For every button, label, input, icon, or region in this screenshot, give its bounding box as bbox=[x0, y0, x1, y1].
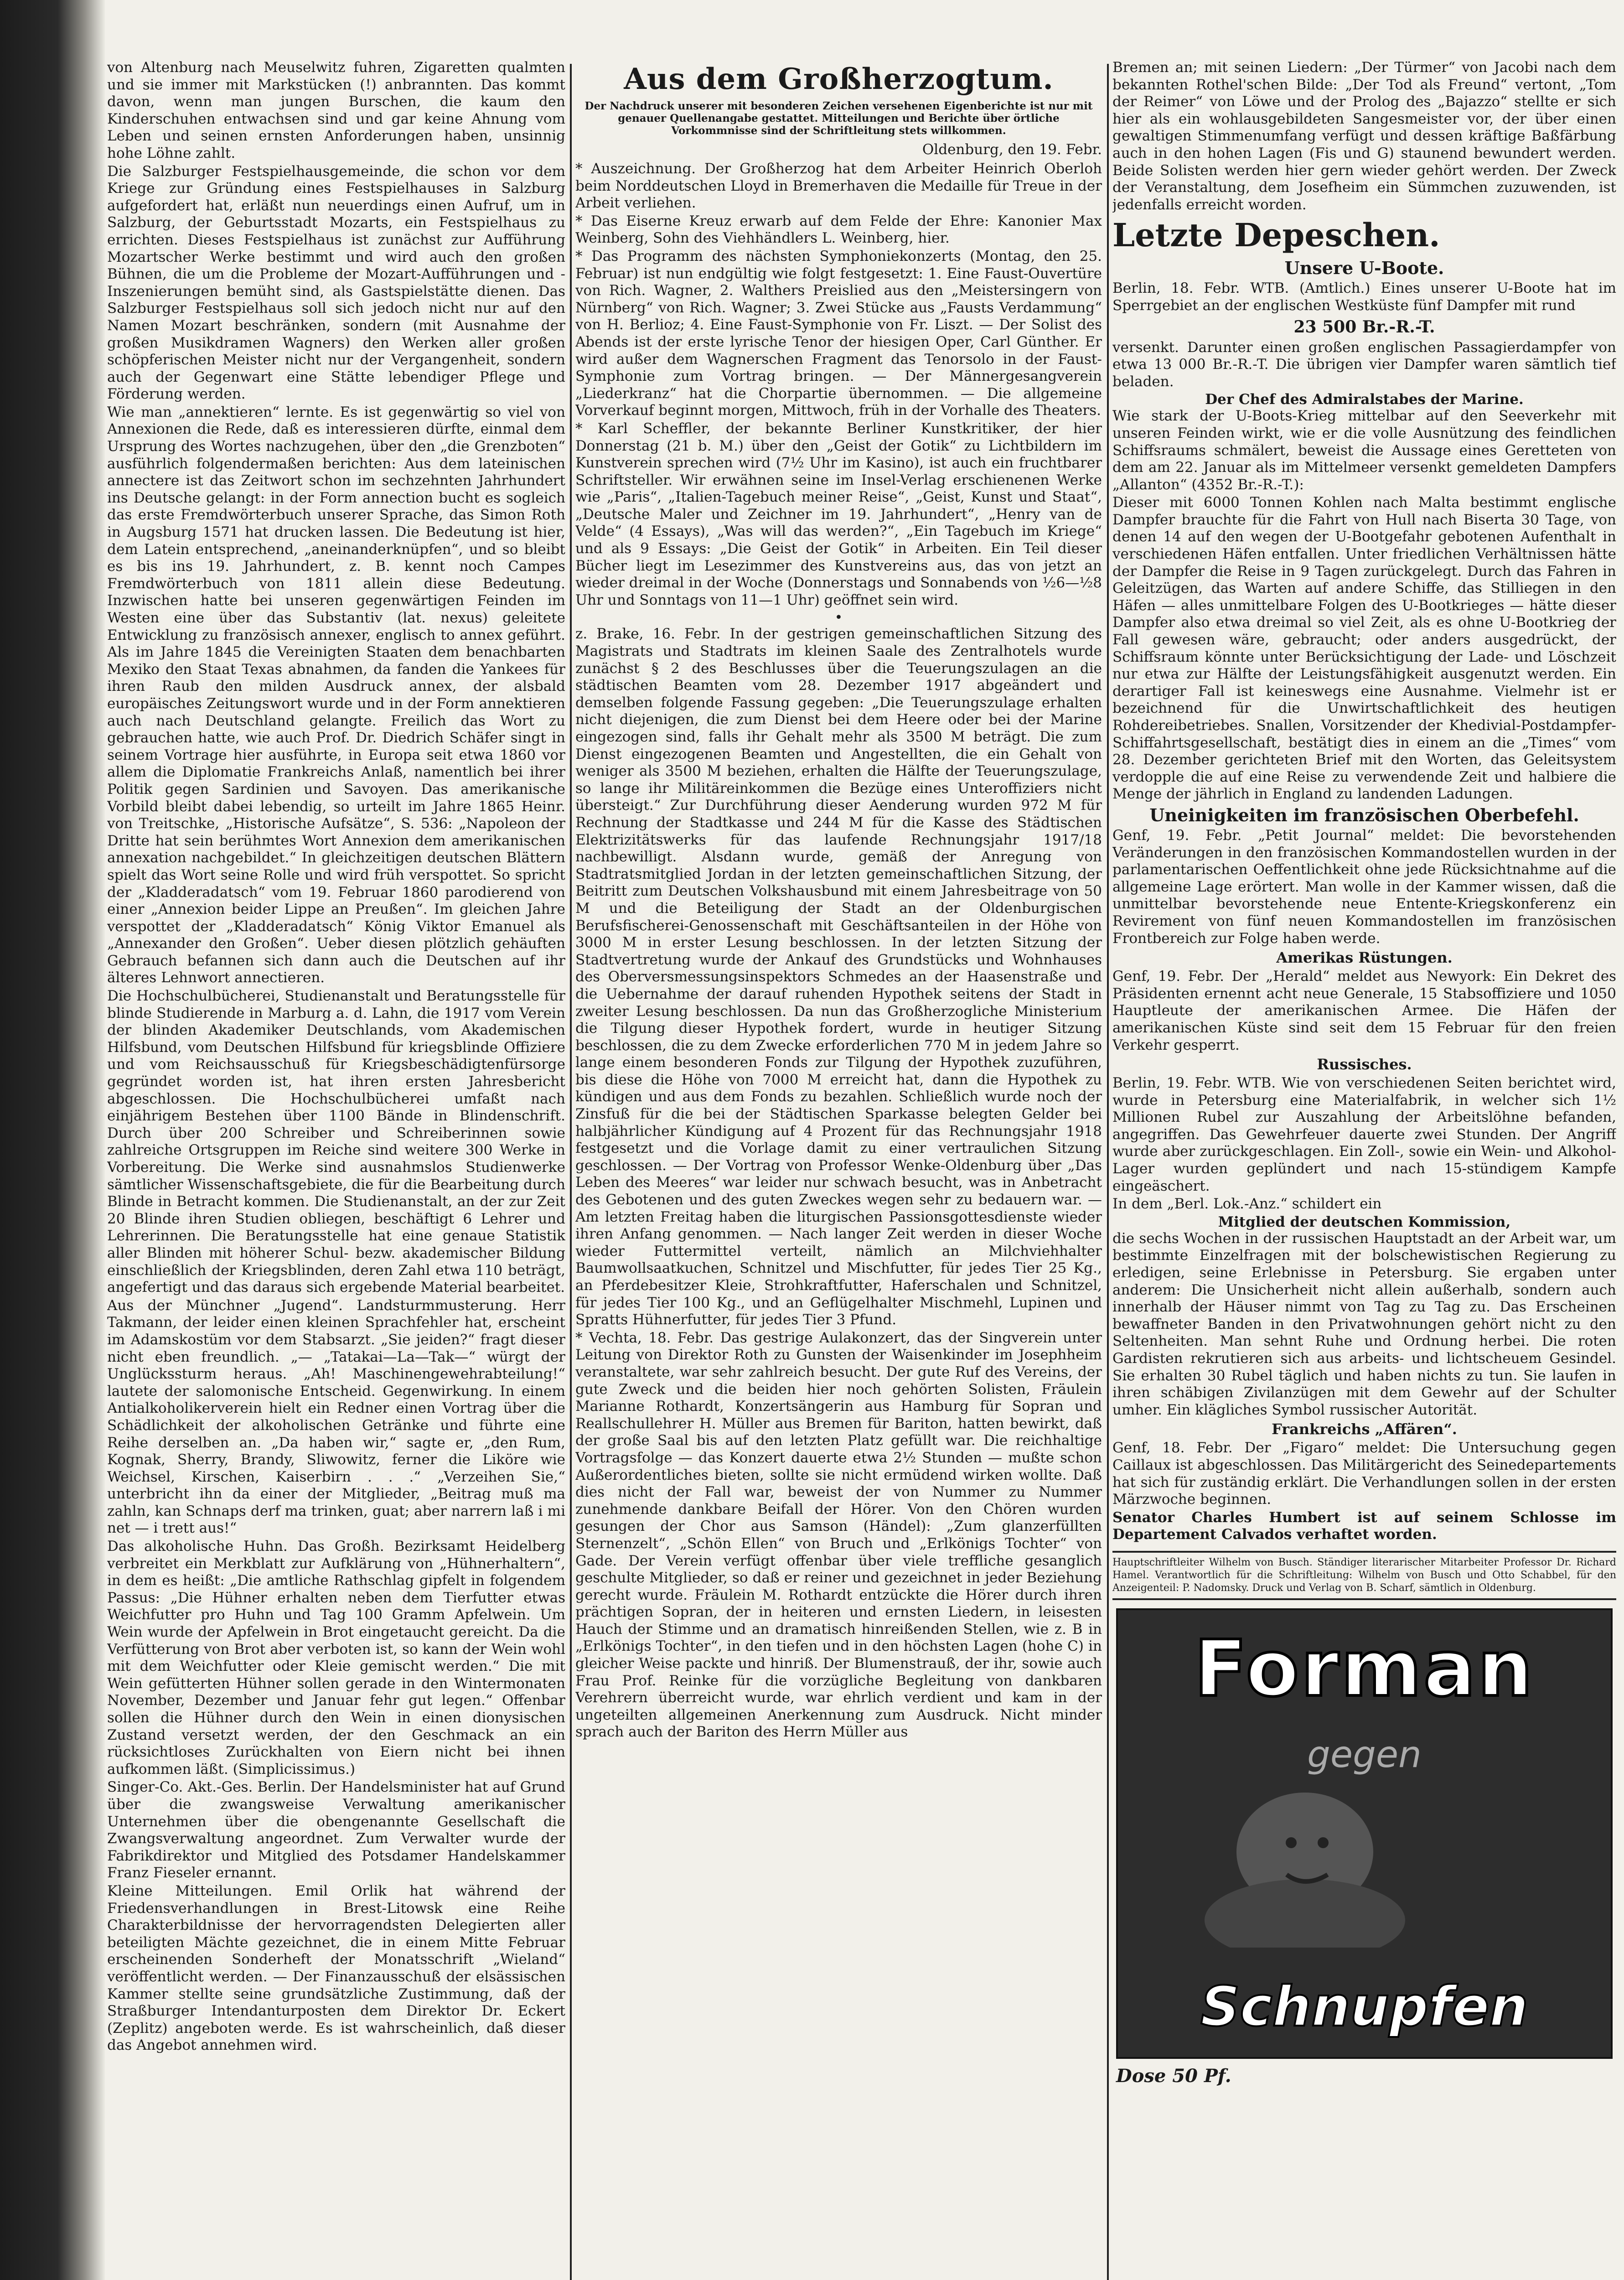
article-paragraph: * Karl Scheffler, der bekannte Berliner Kunstkritiker, der hier Donnerstag (21 b. M.) über den „Geist der Gotik“ zu Lichtbildern im Kunstverein sprechen wird (7½ Uhr im Kasino), ist auch ein fruchtbarer Schriftsteller. Wir erwähnen seine im Insel-Verlag erschienenen Werke wie „Paris“, „Italien-Tagebuch meiner Reise“, „Geist, Kunst und Staat“, „Deutsche Maler und Zeichner im 19. Jahrhundert“, „Henry van de Velde“ (4 Essays), „Was will das werden?“, „Ein Tagebuch im Kriege“ und als 9 Essays: „Die Geist der Gotik“ in Arbeiten. Ein Teil dieser Bücher liegt im Lesezimmer des Kunstvereins aus, das von jetzt an wieder dreimal in der Woche (Donnerstags und Sonnabends von ½6—½8 Uhr und Sonntags von 11—1 Uhr) geöffnet sein wird. bbox=[575, 420, 1102, 608]
article-paragraph: Kleine Mitteilungen. Emil Orlik hat während der Friedensverhandlungen in Brest-Litowsk eine Reihe Charakterbildnisse der hervorragendsten Delegierten aller beteiligten Mächte gezeichnet, die in einem Mitte Februar erscheinenden Sonderheft der Monatsschrift „Wieland“ veröffentlicht werden. — Der Finanzausschuß der elsässischen Kammer stellte seine grundsätzliche Zustimmung, daß der Straßburger Intendanturposten dem Direktor Dr. Eckert (Zeplitz) angeboten werde. Es ist wahrscheinlich, daß dieser das Angebot annehmen wird. bbox=[107, 1882, 565, 2054]
separator-star: • bbox=[834, 610, 843, 626]
article-paragraph: z. Brake, 16. Febr. In der gestrigen gemeinschaftlichen Sitzung des Magistrats und Stadtrats im kleinen Saale des Zentralhotels wurde zunächst § 2 des Beschlusses über die Teuerungszulagen an die städtischen Beamten vom 28. Dezember 1917 abgeändert und demselben folgende Fassung gegeben: „Die Teuerungszulage erhalten nicht diejenigen, die zum Dienst bei dem Heere oder bei der Marine eingezogen sind, falls ihr Gehalt mehr als 3500 M beträgt. Die zum Dienst eingezogenen Beamten und Angestellten, die ein Gehalt von weniger als 3500 M beziehen, erhalten die Hälfte der Teuerungszulage, so lange ihr Militäreinkommen die Bezüge eines Unteroffiziers nicht übersteigt.“ Zur Durchführung dieser Aenderung wurden 972 M für Rechnung der Stadtkasse und 244 M für die Kasse des Städtischen Elektrizitätswerks für das laufende Rechnungsjahr 1917/18 nachbewilligt. Alsdann wurde, gemäß der Anregung von Stadtratsmitglied Jordan in der letzten gemeinschaftlichen Sitzung, der Beitritt zum Deutschen Volkshausbund mit einem Jahresbeitrage von 50 M und die Beteiligung der Stadt an der Oldenburgischen Berufsfischerei-Genossenschaft mit Geschäftsanteilen in der Höhe von 3000 M in erster Lesung beschlossen. In der letzten Sitzung der Stadtvertretung wurde der Ankauf des Grundstücks und Wohnhauses des Oberversmessungsinspektors Schmedes an der Haasenstraße und die Uebernahme der darauf ruhenden Hypothek seitens der Stadt in zweiter Lesung beschlossen. Da nun das Großherzogliche Ministerium die Tilgung dieser Hypothek fordert, wurde in heutiger Sitzung beschlossen, die zu dem Zwecke erforderlichen 770 M in jedem Jahre so lange einem besonderen Fonds zur Tilgung der Hypothek zuzuführen, bis diese die Höhe von 7000 M erreicht hat, dann die Hypothek zu kündigen und aus dem Fonds zu bezahlen. Schließlich wurde noch der Zinsfuß für die bei der Städtischen Sparkasse belegten Gelder bei halbjährlicher Kündigung auf 4 Prozent für das Rechnungsjahr 1918 festgesetzt und die Vorlage damit zu einer vertraulichen Sitzung geschlossen. — Der Vortrag von Professor Wenke-Oldenburg über „Das Leben des Meeres“ war leider nur schwach besucht, was in Anbetracht des Gebotenen und des guten Zweckes wegen sehr zu bedauern war. — Am letzten Freitag haben die liturgischen Passionsgottesdienste wieder ihren Anfang genommen. — Nach langer Zeit werden in dieser Woche wieder Futtermittel verteilt, nämlich an Milchviehhalter Baumwollsaatkuchen, Schnitzel und Mischfutter, für jedes Tier 25 Kg., an Pferdebesitzer Kleie, Strohkraftfutter, Haferschalen und Schnitzel, für jedes Tier 100 Kg., und an Geflügelhalter Mischmehl, Lupinen und Spratts Hühnerfutter, für jedes Tier 3 Pfund. bbox=[575, 626, 1102, 1328]
column-right bbox=[1112, 59, 1616, 2280]
ad-gegen: gegen bbox=[1307, 1733, 1422, 1776]
section-subheading: Mitglied der deutschen Kommission, bbox=[1218, 1213, 1511, 1230]
imprint: Hauptschriftleiter Wilhelm von Busch. Ständiger literarischer Mitarbeiter Professor Dr. Richard Hamel. Verantwortlich für die Schriftleitung: Wilhelm von Busch und Otto Schabbel, für den Anzeigenteil: P. Nadomsky. Druck und Verlag von B. Scharf, sämtlich in Oldenburg. bbox=[1112, 1551, 1616, 1600]
article-paragraph: * Das Programm des nächsten Symphoniekonzerts (Montag, den 25. Februar) ist nun endgültig wie folgt festgesetzt: 1. Eine Faust-Ouvertüre von Rich. Wagner, 2. Walthers Preislied aus den „Meistersingern von Nürnberg“ von Rich. Wagner; 3. Zwei Stücke aus „Fausts Verdammung“ von H. Berlioz; 4. Eine Faust-Symphonie von Fr. Liszt. — Der Solist des Abends ist der erste lyrische Tenor der hiesigen Oper, Carl Günther. Er wird außer dem Wagnerschen Fragment das Tenorsolo in der Faust-Symphonie zum Vortrag bringen. — Der Männergesangverein „Liederkranz“ hat die Chorpartie übernommen. — Die allgemeine Vorverkauf beginnt morgen, Mittwoch, früh in der Vorhalle des Theaters. bbox=[575, 248, 1102, 419]
binding-gutter bbox=[0, 0, 105, 2280]
article-paragraph: Genf, 19. Febr. „Petit Journal“ meldet: Die bevorstehenden Veränderungen in den französischen Kommandostellen wurden in der parlamentarischen Oeffentlichkeit ohne jede Rücksichtnahme auf die allgemeine Lage erörtert. Man wolle in der Kammer wissen, daß die unmittelbar bevorstehende neue Entente-Kriegskonferenz ein Revirement von fünf neuen Kommandostellen im französischen Frontbereich zur Folge haben werde. bbox=[1112, 827, 1616, 947]
column-rule bbox=[570, 64, 572, 2280]
column-rule bbox=[1107, 64, 1109, 2280]
article-paragraph: Berlin, 19. Febr. WTB. Wie von verschiedenen Seiten berichtet wird, wurde in Petersburg eine Materialfabrik, in welcher sich 1½ Millionen Rubel zur Auszahlung der Arbeitslöhne befanden, angegriffen. Das Gewehrfeuer dauerte zwei Stunden. Der Angriff wurde aber zurückgeschlagen. Ein Zoll-, sowie ein Wein- und Alkohol-Lager wurden geplündert und nach 15-stündigem Kampfe eingeäschert. bbox=[1112, 1075, 1616, 1194]
reprint-note: Der Nachdruck unserer mit besonderen Zeichen versehenen Eigenberichte ist nur mit genauer Quellenangabe gestattet. Mitteilungen und Berichte über örtliche Vorkommnisse sind der Schriftleitung stets willkommen. bbox=[584, 100, 1093, 137]
article-paragraph: * Das Eiserne Kreuz erwarb auf dem Felde der Ehre: Kanonier Max Weinberg, Sohn des Viehhändlers L. Weinberg, hier. bbox=[575, 212, 1102, 247]
article-paragraph: Aus der Münchner „Jugend“. Landsturmmusterung. Herr Takmann, der leider einen kleinen Sprachfehler hat, erscheint im Adamskostüm vor dem Stabsarzt. „Sie jeiden?“ fragt dieser nicht eben freundlich. „— „Tatakai—La—Tak—“ würgt der Unglückssturm heraus. „Ah! Maschinengewehrabteilung!“ lautete der salomonische Entscheid. Gegenwirkung. In einem Antialkoholikerverein hielt ein Redner einen Vortrag über die Schädlichkeit der alkoholischen Getränke und führte eine Reihe derselben an. „Da haben wir,“ sagte er, „den Rum, Kognak, Sherry, Brandy, Sliwowitz, ferner die Liköre wie Weichsel, Kirschen, Kaiserbirn . . .“ „Verzeihen Sie,“ unterbricht ihn da einer der Mitglieder, „Beitrag muß ma zahln, kan Schnaps derf ma trinken, guat; aber narrern laß i mi net — i trett aus!“ bbox=[107, 1297, 565, 1537]
section-title: Aus dem Großherzogtum. bbox=[624, 62, 1054, 96]
article-paragraph: Wie man „annektieren“ lernte. Es ist gegenwärtig so viel von Annexionen die Rede, daß es interessieren dürfte, einmal dem Ursprung des Wortes nachzugehen, über den „die Grenzboten“ ausführlich folgendermaßen berichten: Aus dem lateinischen annectere ist das Zeitwort schon im sechzehnten Jahrhundert ins Deutsche gelangt: in der Form annection bucht es sogleich das erste Fremdwörterbuch unserer Sprache, das Simon Roth in Augsburg 1571 hat drucken lassen. Die Bedeutung ist hier, dem Latein entsprechend, „aneinanderknüpfen“, und so bleibt es bis ins 19. Jahrhundert, z. B. kennt noch Campes Fremdwörterbuch von 1811 allein diese Bedeutung. Inzwischen hatte bei unseren gegenwärtigen Feinden im Westen eine über das Substantiv (lat. nexus) geleitete Entwicklung zu französisch annexer, englisch to annex geführt. Als im Jahre 1845 die Vereinigten Staaten dem benachbarten Mexiko den Staat Texas abnahmen, da fanden die Yankees für ihren Raub den milden Ausdruck annex, der alsbald europäisches Zeitungswort wurde und in der Form annektieren auch nach Deutschland gelangte. Freilich das Wort zu gebrauchen hatte, wie auch Prof. Dr. Diedrich Schäfer singt in seinem Vortrage hier ausführte, in Europa seit etwa 1860 vor allem die Diplomatie Frankreichs Anlaß, namentlich bei ihrer Politik gegen Sardinien und Savoyen. Das amerikanische Vorbild bleibt dabei lebendig, so urteilt im Jahre 1865 Heinr. von Treitschke, „Historische Aufsätze“, S. 536: „Napoleon der Dritte hat sein berühmtes Wort Annexion dem amerikanischen annexation nachgebildet.“ In gleichzeitigen deutschen Blättern spielt das Wort seine Rolle und wird früh verspottet. So spricht der „Kladderadatsch“ vom 19. Februar 1860 parodierend von einer „Annexion beider Lippe an Preußen“. Im gleichen Jahre verspottet der „Kladderadatsch“ König Viktor Emanuel als „Annexander den Großen“. Ueber diesen plötzlich gehäuften Gebrauch befannen sich dann auch die Deutschen auf ihr älteres Lehnwort annectieren. bbox=[107, 404, 565, 986]
article-paragraph: Singer-Co. Akt.-Ges. Berlin. Der Handelsminister hat auf Grund über die zwangsweise Verwaltung amerikanischer Unternehmen über die obengenannte Gesellschaft die Zwangsverwaltung angeordnet. Zum Verwalter wurde der Fabrikdirektor und Mitglied des Potsdamer Handelskammer Franz Fieseler ernannt. bbox=[107, 1779, 565, 1881]
article-paragraph: Senator Charles Humbert ist auf seinem Schlosse im Departement Calvados verhaftet worden. bbox=[1112, 1509, 1616, 1543]
section-heading: Uneinigkeiten im französischen Oberbefehl. bbox=[1149, 804, 1579, 825]
ad-subtitle: Schnupfen bbox=[1200, 1975, 1528, 2039]
column-left bbox=[107, 59, 565, 2280]
article-paragraph: Wie stark der U-Boots-Krieg mittelbar auf den Seeverkehr mit unseren Feinden wirkt, wie er die volle Ausnützung des feindlichen Schiffsraums schmälert, beweist die Aussage eines Geretteten von dem am 22. Januar als im Mittelmeer versenkt gemeldeten Dampfers „Allanton“ (4352 Br.-R.-T.): bbox=[1112, 408, 1616, 493]
article-paragraph: Die Hochschulbücherei, Studienanstalt und Beratungsstelle für blinde Studierende in Marburg a. d. Lahn, die 1917 vom Verein der blinden Akademiker Deutschlands, vom Akademischen Hilfsbund, vom Deutschen Hilfsbund für kriegsblinde Offiziere und vom Reichsausschuß für Kriegsbeschädigtenfürsorge gegründet worden ist, hat ihren ersten Jahresbericht abgeschlossen. Die Hochschulbücherei umfaßt nach einjährigem Bestehen über 1100 Bände in Blindenschrift. Durch über 200 Schreiber und Schreiberinnen sowie zahlreiche Ortsgruppen im Reiche sind weitere 300 Werke in Vorbereitung. Die Werke sind ausnahmslos Studienwerke sämtlicher Wissenschaftsgebiete, die für die Bearbeitung durch Blinde in Betracht kommen. Die Studienanstalt, an der zur Zeit 20 Blinde ihren Studien obliegen, beschäftigt 6 Lehrer und Lehrerinnen. Die Beratungsstelle hat eine genaue Statistik aller Blinden mit höherer Schul- bezw. akademischer Bildung einschließlich der Kriegsblinden, deren Zahl etwa 110 beträgt, angefertigt und das daraus sich ergebende Material bearbeitet. bbox=[107, 988, 565, 1296]
article-paragraph: In dem „Berl. Lok.-Anz.“ schildert ein bbox=[1112, 1196, 1382, 1213]
article-paragraph: Bremen an; mit seinen Liedern: „Der Türmer“ von Jacobi nach dem bekannten Rothel'schen Bilde: „Der Tod als Freund“ vertont, „Tom der Reimer“ von Löwe und der Prolog des „Bajazzo“ stellte er sich hier als ein wohlausgebildeten Sangesmeister vor, der über einen gewaltigen Stimmenumfang verfügt und dessen kräftige Baßfärbung auch in den hohen Lagen (Fis und G) staunend bewundert werden. Beide Solisten werden hier gern wieder gehört werden. Der Zweck der Veranstaltung, dem Josefheim ein Sümmchen zuzuwenden, ist jedenfalls erreicht worden. bbox=[1112, 59, 1616, 213]
dispatch-title: Letzte Depeschen. bbox=[1112, 216, 1440, 254]
section-heading: Russisches. bbox=[1317, 1056, 1412, 1073]
article-paragraph: Genf, 19. Febr. Der „Herald“ meldet aus Newyork: Ein Dekret des Präsidenten ernennt acht neue Generale, 15 Stabsoffiziere und 1050 Hauptleute der amerikanischen Armee. Die Häfen der amerikanischen Küste sind seit dem 15 Februar für den freien Verkehr gesperrt. bbox=[1112, 968, 1616, 1053]
article-paragraph: die sechs Wochen in der russischen Hauptstadt an der Arbeit war, um bestimmte Einzelfragen mit der bolschewistischen Regierung zu erledigen, seine Erlebnisse in Petersburg. Sie ergaben unter anderem: Die Unsicherheit nicht allein außerhalb, sondern auch innerhalb der Häuser nimmt von Tag zu Tag zu. Das Erscheinen bewaffneter Banden in den Privatwohnungen gehört nicht zu den Seltenheiten. Man sehnt Ruhe und Ordnung herbei. Die roten Gardisten rekrutieren sich aus arbeits- und lichtscheuem Gesindel. Sie erhalten 30 Rubel täglich und haben nichts zu tun. Sie laufen in ihren schäbigen Zivilanzügen mit dem Gewehr auf der Schulter umher. Ein klägliches Symbol russischer Autorität. bbox=[1112, 1230, 1616, 1418]
article-paragraph: Die Salzburger Festspielhausgemeinde, die schon vor dem Kriege zur Gründung eines Festspielhauses in Salzburg aufgefordert hat, erläßt nun neuerdings einen Aufruf, um in Salzburg, der Geburtsstadt Mozarts, ein Festspielhaus zu errichten. Dieses Festspielhaus ist zunächst zur Aufführung Mozartscher Werke bestimmt und wird auch den großen Bühnen, die um die Probleme der Mozart-Aufführungen und -Inszenierungen bemüht sind, als Gastspielstätte dienen. Das Salzburger Festspielhaus soll sich jedoch nicht nur auf den Namen Mozart beschränken, sondern (mit Ausnahme der großen Musikdramen Wagners) den Werken aller großen schöpferischen Meister nicht nur der Vergangenheit, sondern auch der Gegenwart eine Stätte lebendiger Pflege und Förderung werden. bbox=[107, 163, 565, 403]
column-middle bbox=[575, 59, 1102, 2280]
ad-title: Forman bbox=[1194, 1623, 1535, 1714]
article-paragraph: versenkt. Darunter einen großen englischen Passagierdampfer von etwa 13 000 Br.-R.-T. Die übrigen vier Dampfer waren sämtlich tief beladen. bbox=[1112, 339, 1616, 390]
article-paragraph: Genf, 18. Febr. Der „Figaro“ meldet: Die Untersuchung gegen Caillaux ist abgeschlossen. Das Militärgericht des Seinedepartements hat sich für zuständig erklärt. Die Verhandlungen sollen in der ersten Märzwoche beginnen. bbox=[1112, 1440, 1616, 1508]
article-paragraph: von Altenburg nach Meuselwitz fuhren, Zigaretten qualmten und sie immer mit Markstücken (!) anbrannten. Das kommt davon, wenn man jungen Burschen, die kaum den Kinderschuhen entwachsen sind und gar keine Ahnung vom Leben und seinen ernsten Anforderungen haben, unsinnig hohe Löhne zahlt. bbox=[107, 59, 565, 161]
dateline: Oldenburg, den 19. Febr. bbox=[922, 141, 1102, 158]
article-paragraph: * Auszeichnung. Der Großherzog hat dem Arbeiter Heinrich Oberloh beim Norddeutschen Lloyd in Bremerhaven die Medaille für Treue in der Arbeit verliehen. bbox=[575, 161, 1102, 212]
section-heading: Unsere U-Boote. bbox=[1284, 258, 1444, 279]
article-paragraph: Das alkoholische Huhn. Das Großh. Bezirksamt Heidelberg verbreitet ein Merkblatt zur Aufklärung von „Hühnerhaltern“, in dem es heißt: „Die amtliche Rathschlag gipfelt in folgendem Passus: „Die Hühner erhalten neben dem Tierfutter etwas Weichfutter pro Huhn und Tag 100 Gramm Apfelwein. Um Wein wurde der Apfelwein in Brot eingetaucht gereicht. Da die Verfütterung von Brot aber verboten ist, so kann der Wein wohl mit dem Weichfutter oder Kleie gemischt werden.“ Die mit Wein gefütterten Hühner sollen gerade in den Wintermonaten November, Dezember und Januar fehr gut legen.“ Offenbar sollen die Hühner durch den Wein in einen dionysischen Zustand versetzt werden, der den Geschmack an ein rücksichtloses Zurückhalten von Eiern nicht bei ihnen aufkommen läßt. (Simplicissimus.) bbox=[107, 1538, 565, 1777]
section-heading: Amerikas Rüstungen. bbox=[1276, 949, 1453, 967]
sneezing-figure-icon bbox=[1200, 1783, 1410, 1948]
article-paragraph: Dieser mit 6000 Tonnen Kohlen nach Malta bestimmt englische Dampfer brauchte für die Fahrt von Hull nach Biserta 30 Tage, von denen 14 auf den wegen der U-Bootgefahr gebotenen Aufenthalt in verschiedenen Häfen entfallen. Unter friedlichen Verhältnissen hätte der Dampfer die Reise in 9 Tagen zurückgelegt. Durch das Fahren in Geleitzügen, das Warten auf andere Schiffe, das Stilliegen in den Häfen — alles unmittelbare Folgen des U-Bootkrieges — hätte dieser Dampfer also etwa dreimal so viel Zeit, als es ohne U-Bootkrieg der Fall gewesen wäre, gebraucht; oder anders ausgedrückt, der Schiffsraum könnte unter Berücksichtigung der Lade- und Löschzeit nur etwa zur Hälfte der Leistungsfähigkeit ausgenutzt werden. Ein derartiger Fall ist keineswegs eine Ausnahme. Vielmehr ist er bezeichnend für die Unwirtschaftlichkeit des heutigen Rohdereibetriebes. Snallen, Vorsitzender der Khedivial-Postdampfer-Schiffahrtsgesellschaft, bestätigt dies in einem an die „Times“ vom 28. Dezember gerichteten Brief mit den Worten, das Geleitsystem verdopple die auf eine Reise zu verwendende Zeit und halbiere die Menge der jährlich in England zu landenden Ladungen. bbox=[1112, 494, 1616, 803]
tonnage-figure: 23 500 Br.-R.-T. bbox=[1293, 317, 1435, 337]
advertisement bbox=[1116, 1608, 1613, 2059]
ad-price: Dose 50 Pf. bbox=[1116, 2065, 1231, 2087]
section-heading: Frankreichs „Affären“. bbox=[1272, 1420, 1457, 1438]
article-paragraph: Berlin, 18. Febr. WTB. (Amtlich.) Eines unserer U-Boote hat im Sperrgebiet an der englischen Westküste fünf Dampfer mit rund bbox=[1112, 280, 1616, 314]
article-paragraph: * Vechta, 18. Febr. Das gestrige Aulakonzert, das der Singverein unter Leitung von Direktor Roth zu Gunsten der Waisenkinder im Josephheim veranstaltete, war sehr zahlreich besucht. Der gute Ruf des Vereins, der gute Zweck und die beiden hier noch gehörten Solisten, Fräulein Marianne Rothardt, Konzertsängerin aus Hamburg für Sopran und Reallschullehrer H. Müller aus Bremen für Bariton, hatten bewirkt, daß der große Saal bis auf den letzten Platz gefüllt war. Die reichhaltige Vortragsfolge — das Konzert dauerte etwa 2½ Stunden — mußte schon Außerordentliches bieten, sollte sie nicht ermüdend wirken wollte. Daß dies nicht der Fall war, beweist der von Nummer zu Nummer zunehmende dankbare Beifall der Hörer. Von den Chören wurden gesungen der Chor aus Samson (Händel): „Zum glanzerfüllten Sternenzelt“, „Schön Ellen“ von Bruch und „Erlkönigs Tochter“ von Gade. Der Verein verfügt offenbar über viele treffliche gesanglich geschulte Mitglieder, so daß er reiner und gezeichnet in jeder Beziehung gerecht wurde. Fräulein M. Rothardt entzückte die Hörer durch ihren prächtigen Sopran, der in heiteren und ernsten Liedern, in leisesten Hauch der Stimme und an dramatisch hinreißenden Stellen, wie z. B in „Erlkönigs Tochter“, in den tiefen und in den höchsten Lagen (hohe C) in gleicher Weise packte und hinriß. Der Blumenstrauß, der ihr, sowie auch Frau Prof. Reinke für die vorzügliche Begleitung von dankbaren Verehrern überreicht wurde, war ehrlich verdient und kam in der ungeteilten allgemeinen Anerkennung zum Ausdruck. Nicht minder sprach auch der Bariton des Herrn Müller aus bbox=[575, 1329, 1102, 1741]
signature-line: Der Chef des Admiralstabes der Marine. bbox=[1205, 391, 1524, 408]
